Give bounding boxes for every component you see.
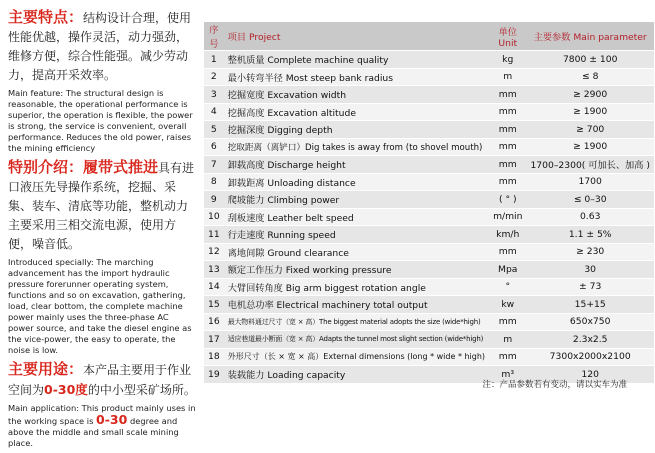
table-row <box>204 103 654 121</box>
main-use-en-range: 0-30 <box>96 412 128 427</box>
row-unit: ° <box>489 278 526 296</box>
row-number: 19 <box>204 366 224 384</box>
row-value: ≥ 700 <box>526 121 654 139</box>
row-number: 10 <box>204 208 224 226</box>
row-number: 9 <box>204 191 224 209</box>
table-row <box>204 348 654 366</box>
row-item: 挖掘高度 Excavation altitude <box>224 103 489 121</box>
main-features-heading: 主要特点： <box>8 8 84 26</box>
table-row <box>204 86 654 104</box>
row-unit: mm <box>489 156 526 174</box>
row-unit: m/min <box>489 208 526 226</box>
header-unit: 单位 Unit <box>489 22 526 51</box>
row-unit: kw <box>489 296 526 314</box>
row-value: 1700–2300( 可加长、加高 ) <box>526 156 654 174</box>
main-use-heading: 主要用途： <box>8 360 84 378</box>
special-intro-en: Introduced specially: The marching advancement has the import hydraulic pressure forerunner operating system, functions and so on excavation, gathering, load, clear bottom, the complete machine power mainly uses the three-phase AC power source, and take the diesel engine as the vice-power, the easy to operate, the noise is low. <box>8 257 192 355</box>
row-number: 2 <box>204 68 224 86</box>
main-use-cn <box>8 360 196 400</box>
row-unit: m <box>489 68 526 86</box>
main-features-en: Main feature: The structural design is reasonable, the operational performance is superior, the operation is flexible, the power is strong, the service is convenient, overall performance. Reduces the old power, raises the mining efficiency <box>8 88 193 153</box>
row-unit: kg <box>489 51 526 69</box>
row-value: ≥ 1900 <box>526 103 654 121</box>
row-number: 4 <box>204 103 224 121</box>
main-use-en <box>8 403 196 449</box>
table-row <box>204 208 654 226</box>
table-row <box>204 243 654 261</box>
row-unit: mm <box>489 243 526 261</box>
row-item: 大臂回转角度 Big arm biggest rotation angle <box>224 278 489 296</box>
row-item: 行走速度 Running speed <box>224 226 489 244</box>
header-item: 项目 Project <box>224 22 489 51</box>
parameter-table <box>204 22 654 384</box>
table-row <box>204 121 654 139</box>
row-unit: mm <box>489 348 526 366</box>
row-value: ≤ 0–30 <box>526 191 654 209</box>
row-item: 挖掘宽度 Excavation width <box>224 86 489 104</box>
main-use-degree-range: 0-30 <box>44 382 76 397</box>
table-row <box>204 138 654 156</box>
row-number: 18 <box>204 348 224 366</box>
row-item: 卸载高度 Discharge height <box>224 156 489 174</box>
row-value: 120 <box>526 366 654 384</box>
row-value: 1.1 ± 5% <box>526 226 654 244</box>
table-row <box>204 191 654 209</box>
table-row <box>204 68 654 86</box>
table-row <box>204 51 654 69</box>
row-value: 30 <box>526 261 654 279</box>
table-row <box>204 156 654 174</box>
row-unit: m <box>489 331 526 349</box>
special-intro-heading: 特别介绍：履带式推进 <box>8 158 159 176</box>
row-value: 7800 ± 100 <box>526 51 654 69</box>
row-item: 卸载距离 Unloading distance <box>224 173 489 191</box>
row-number: 13 <box>204 261 224 279</box>
row-item: 外形尺寸（长 × 宽 × 高）External dimensions (long * wide * high) <box>224 348 489 366</box>
row-value: ≤ 8 <box>526 68 654 86</box>
row-unit: ( ° ) <box>489 191 526 209</box>
row-number: 16 <box>204 313 224 331</box>
row-number: 8 <box>204 173 224 191</box>
row-item: 挖取距离（离铲口）Dig takes is away from (to shovel mouth) <box>224 138 489 156</box>
row-number: 7 <box>204 156 224 174</box>
row-value: ≥ 230 <box>526 243 654 261</box>
row-item: 电机总功率 Electrical machinery total output <box>224 296 489 314</box>
special-intro-text: 具有进口液压先导操作系统，挖掘、采集、装车、清底等功能，整机动力主要采用三相交流电源，使用方便，噪音低。 <box>8 161 195 251</box>
main-use-en-pre: Main application: This product mainly uses in the working space is <box>8 403 196 426</box>
row-item: 挖掘深度 Digging depth <box>224 121 489 139</box>
table-row <box>204 296 654 314</box>
row-value: 7300x2000x2100 <box>526 348 654 366</box>
row-number: 6 <box>204 138 224 156</box>
table-body <box>204 51 654 384</box>
row-value: 0.63 <box>526 208 654 226</box>
row-value: 15+15 <box>526 296 654 314</box>
main-features-cn <box>8 8 196 85</box>
row-item: 装载能力 Loading capacity <box>224 366 489 384</box>
table-row <box>204 261 654 279</box>
row-unit: mm <box>489 103 526 121</box>
row-value: 1700 <box>526 173 654 191</box>
row-item: 爬坡能力 Climbing power <box>224 191 489 209</box>
row-number: 17 <box>204 331 224 349</box>
row-item: 离地间隙 Ground clearance <box>224 243 489 261</box>
row-unit: mm <box>489 121 526 139</box>
table-row <box>204 173 654 191</box>
row-number: 11 <box>204 226 224 244</box>
row-item: 适应巷道最小断面（宽 × 高）Adapts the tunnel most slight section (wide*high) <box>224 331 489 349</box>
row-number: 1 <box>204 51 224 69</box>
row-unit: mm <box>489 138 526 156</box>
table-row <box>204 331 654 349</box>
table-header-row <box>204 22 654 51</box>
table-row <box>204 278 654 296</box>
main-use-en-post: degree and above the middle and small scale mining place. <box>8 416 179 448</box>
row-unit: mm <box>489 86 526 104</box>
main-features-text: 结构设计合理，使用性能优越，操作灵活，动力强劲，维修方便，综合性能强。减少劳动力，提高开采效率。 <box>8 11 192 82</box>
main-use-text-post: 的中小型采矿场所。 <box>87 383 196 397</box>
row-value: 650x750 <box>526 313 654 331</box>
row-number: 5 <box>204 121 224 139</box>
row-unit: mm <box>489 313 526 331</box>
row-number: 3 <box>204 86 224 104</box>
header-value: 主要参数 Main parameter <box>526 22 654 51</box>
row-value: ≥ 1900 <box>526 138 654 156</box>
row-item: 额定工作压力 Fixed working pressure <box>224 261 489 279</box>
row-item: 最小转弯半径 Most steep bank radius <box>224 68 489 86</box>
row-item: 整机质量 Complete machine quality <box>224 51 489 69</box>
row-number: 15 <box>204 296 224 314</box>
description-column <box>8 8 196 453</box>
main-use-degree-unit: 度 <box>75 382 88 397</box>
row-unit: Mpa <box>489 261 526 279</box>
footnote: 注：产品参数若有变动，请以实车为准 <box>482 380 627 390</box>
table-row <box>204 313 654 331</box>
row-item: 刮板速度 Leather belt speed <box>224 208 489 226</box>
row-value: ≥ 2900 <box>526 86 654 104</box>
special-intro-cn <box>8 158 196 254</box>
row-value: ± 73 <box>526 278 654 296</box>
row-unit: m³ <box>489 366 526 384</box>
header-no: 序号 <box>204 22 224 51</box>
row-item: 最大物料通过尺寸（宽 × 高）The biggest material adopts the size (wide*high) <box>224 313 489 331</box>
row-value: 2.3x2.5 <box>526 331 654 349</box>
row-unit: mm <box>489 173 526 191</box>
row-number: 12 <box>204 243 224 261</box>
row-unit: km/h <box>489 226 526 244</box>
main-use-text-pre: 本产品主要用于作业空间为 <box>8 363 192 397</box>
row-number: 14 <box>204 278 224 296</box>
table-row <box>204 226 654 244</box>
